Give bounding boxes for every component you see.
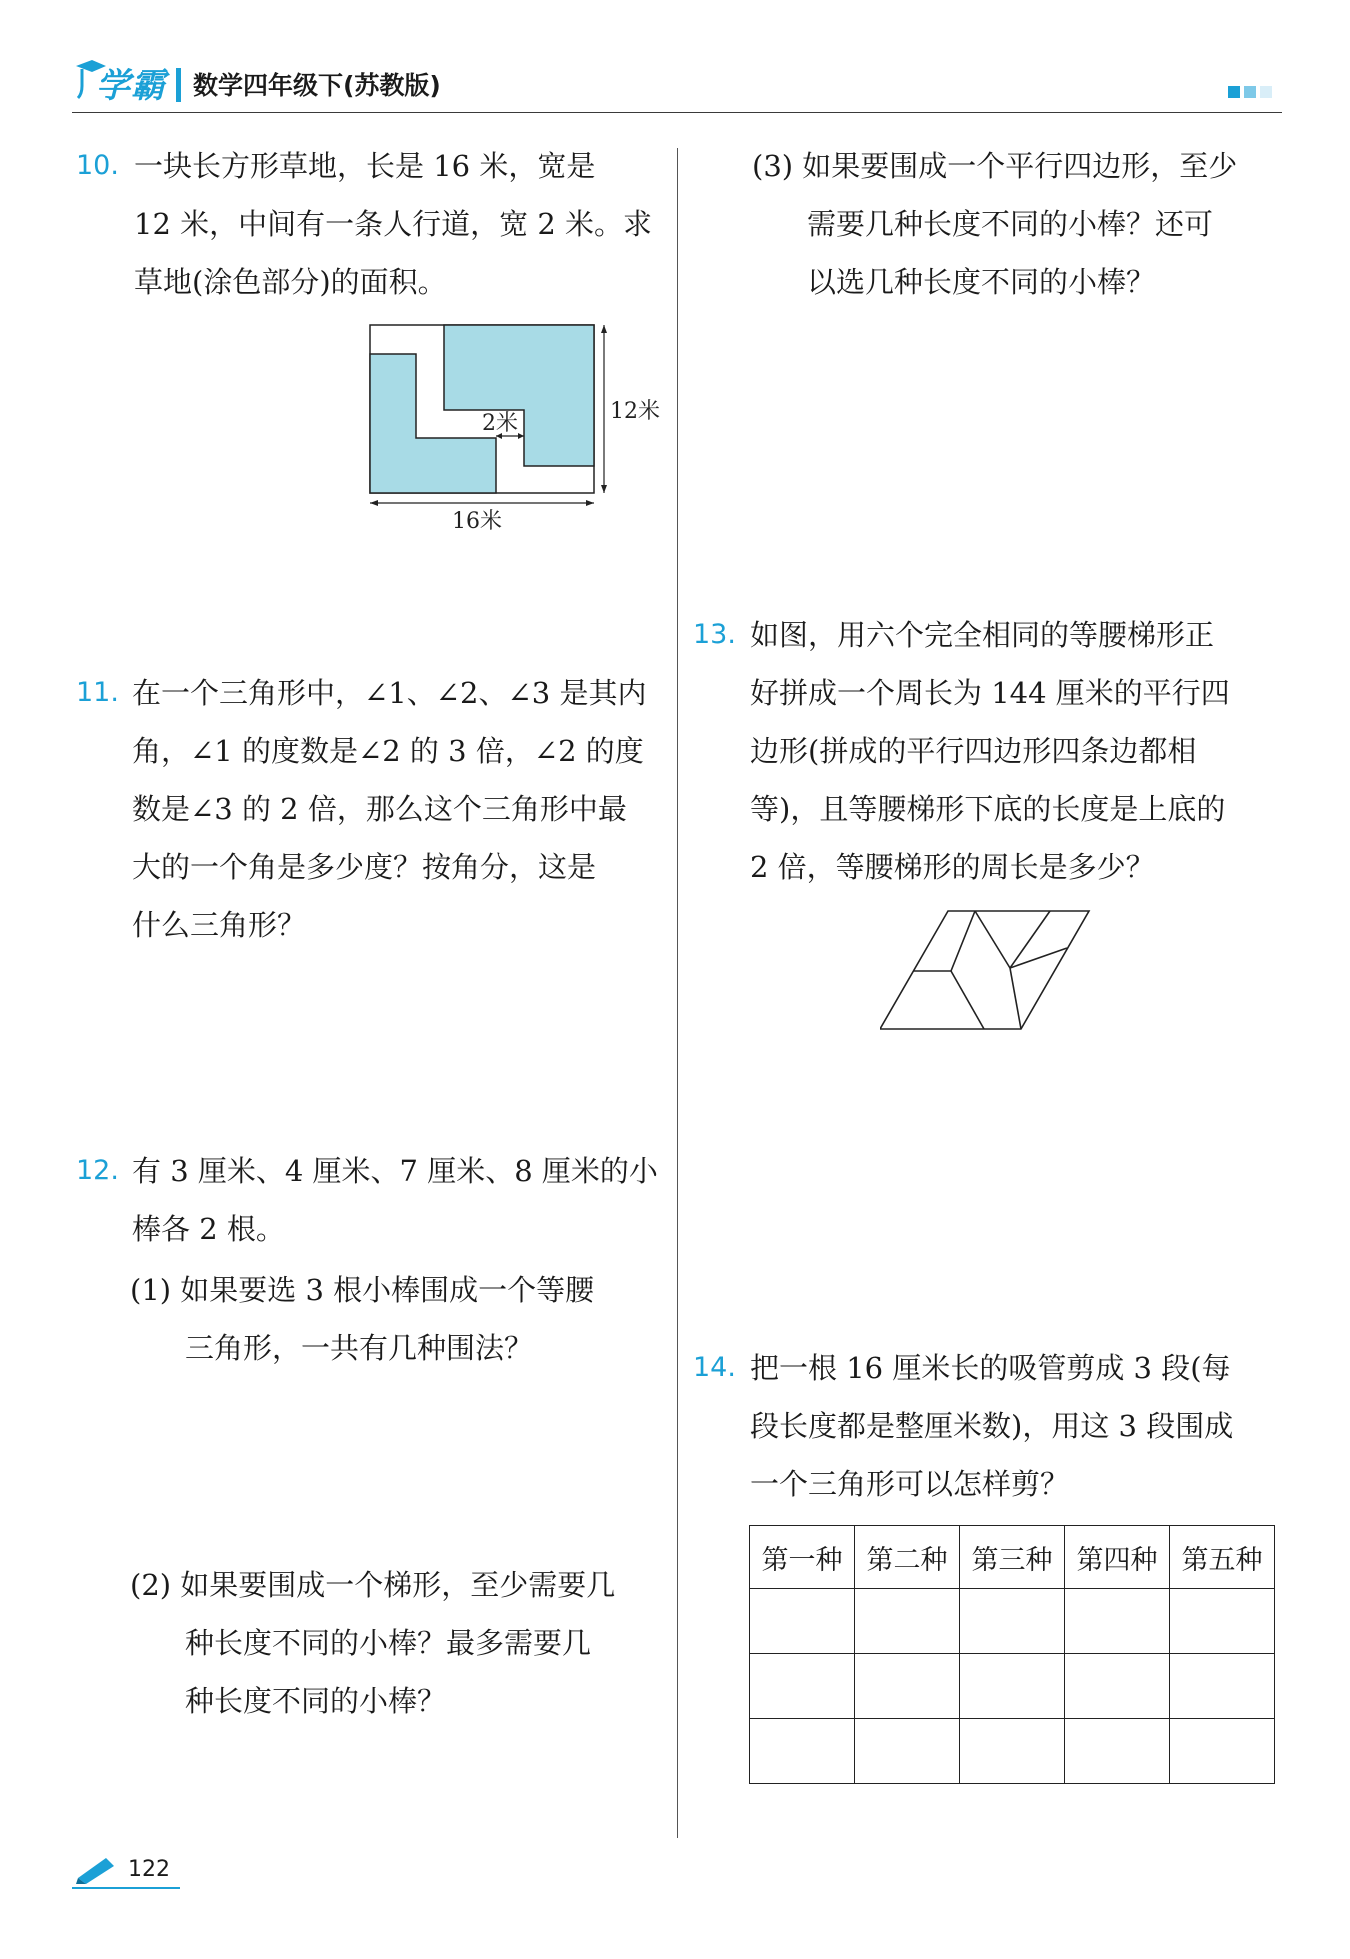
problem-13 (693, 606, 1293, 896)
text-line: 需要几种长度不同的小棒？还可 (807, 207, 1214, 241)
table-header-cell: 第二种 (855, 1526, 960, 1589)
table-row (750, 1654, 1275, 1719)
text-line: 好拼成一个周长为 144 厘米的平行四 (750, 676, 1230, 710)
text-line: (1) 如果要选 3 根小棒围成一个等腰 (130, 1273, 595, 1307)
table-cell[interactable] (960, 1589, 1065, 1654)
problem-14 (693, 1339, 1293, 1513)
text-line: 2 倍，等腰梯形的周长是多少？ (750, 850, 1155, 884)
pencil-icon (74, 1856, 122, 1884)
text-line: 以选几种长度不同的小棒？ (807, 265, 1156, 299)
text-line: 把一根 16 厘米长的吸管剪成 3 段(每 (750, 1351, 1231, 1385)
text-line: 有 3 厘米、4 厘米、7 厘米、8 厘米的小 (132, 1154, 658, 1188)
header-decoration (1228, 86, 1272, 98)
problem-text (132, 664, 666, 954)
text-line: 棒各 2 根。 (132, 1212, 285, 1246)
text-line: 一块长方形草地，长是 16 米，宽是 (134, 149, 596, 183)
text-line: (2) 如果要围成一个梯形，至少需要几 (130, 1568, 616, 1602)
logo-text: 学霸 (96, 66, 166, 106)
answer-table (749, 1525, 1275, 1784)
text-line: 角，∠1 的度数是∠2 的 3 倍，∠2 的度 (132, 734, 644, 768)
problem-10 (76, 137, 666, 311)
table-header-row (750, 1526, 1275, 1589)
problem-12-part-3 (752, 137, 1292, 311)
table-cell[interactable] (1170, 1719, 1275, 1784)
table-cell[interactable] (855, 1589, 960, 1654)
table-cell[interactable] (1065, 1719, 1170, 1784)
problem-text (134, 137, 666, 311)
table-header-cell: 第四种 (1065, 1526, 1170, 1589)
text-line: 段长度都是整厘米数)，用这 3 段围成 (750, 1409, 1234, 1443)
text-line: 在一个三角形中，∠1、∠2、∠3 是其内 (132, 676, 647, 710)
table-cell[interactable] (855, 1654, 960, 1719)
table-cell[interactable] (1065, 1654, 1170, 1719)
lawn-figure (360, 318, 670, 538)
table-row (750, 1589, 1275, 1654)
table-cell[interactable] (960, 1654, 1065, 1719)
problem-12-part-1 (130, 1261, 670, 1377)
table-cell[interactable] (750, 1654, 855, 1719)
table-cell[interactable] (1170, 1654, 1275, 1719)
problem-text (750, 606, 1293, 896)
text-line: 如图，用六个完全相同的等腰梯形正 (750, 618, 1215, 652)
text-line: 三角形，一共有几种围法？ (185, 1331, 534, 1365)
logo (72, 56, 441, 108)
table-header-cell: 第三种 (960, 1526, 1065, 1589)
table-cell[interactable] (750, 1589, 855, 1654)
height-label: 12米 (610, 399, 660, 424)
table-cell[interactable] (855, 1719, 960, 1784)
text-line: 12 米，中间有一条人行道，宽 2 米。求 (134, 207, 653, 241)
text-line: 数是∠3 的 2 倍，那么这个三角形中最 (132, 792, 627, 826)
text-line: 草地(涂色部分)的面积。 (134, 265, 447, 299)
trapezoid-parallelogram-figure (880, 908, 1100, 1034)
problem-number: 10. (76, 150, 119, 181)
text-line: 等)，且等腰梯形下底的长度是上底的 (750, 792, 1226, 826)
text-line: 种长度不同的小棒？ (185, 1684, 447, 1718)
text-line: 种长度不同的小棒？最多需要几 (185, 1626, 592, 1660)
problem-11 (76, 664, 666, 954)
problem-number: 12. (76, 1155, 119, 1186)
graduation-cap-icon (72, 56, 108, 100)
problem-12-part-2 (130, 1556, 670, 1730)
table-row (750, 1719, 1275, 1784)
table-cell[interactable] (1170, 1589, 1275, 1654)
table-header-cell: 第五种 (1170, 1526, 1275, 1589)
text-line: 边形(拼成的平行四边形四条边都相 (750, 734, 1197, 768)
header-rule (72, 112, 1282, 113)
book-title: 数学四年级下(苏教版) (193, 71, 441, 100)
table-cell[interactable] (750, 1719, 855, 1784)
table-header-cell: 第一种 (750, 1526, 855, 1589)
problem-12 (76, 1142, 666, 1258)
problem-number: 11. (76, 677, 119, 708)
problem-number: 14. (693, 1352, 736, 1383)
problem-text (132, 1142, 666, 1258)
page-header (72, 56, 1282, 112)
problem-number: 13. (693, 619, 736, 650)
column-divider (677, 148, 678, 1838)
problem-text (750, 1339, 1293, 1513)
text-line: 大的一个角是多少度？按角分，这是 (132, 850, 597, 884)
text-line: (3) 如果要围成一个平行四边形，至少 (752, 149, 1238, 183)
text-line: 一个三角形可以怎样剪？ (750, 1467, 1070, 1501)
footer-rule (72, 1887, 180, 1889)
logo-divider (176, 68, 181, 102)
text-line: 什么三角形？ (132, 908, 307, 942)
length-label: 16米 (452, 509, 502, 534)
table-cell[interactable] (1065, 1589, 1170, 1654)
path-width-label: 2米 (482, 411, 518, 436)
page-number: 122 (128, 1857, 170, 1882)
table-cell[interactable] (960, 1719, 1065, 1784)
